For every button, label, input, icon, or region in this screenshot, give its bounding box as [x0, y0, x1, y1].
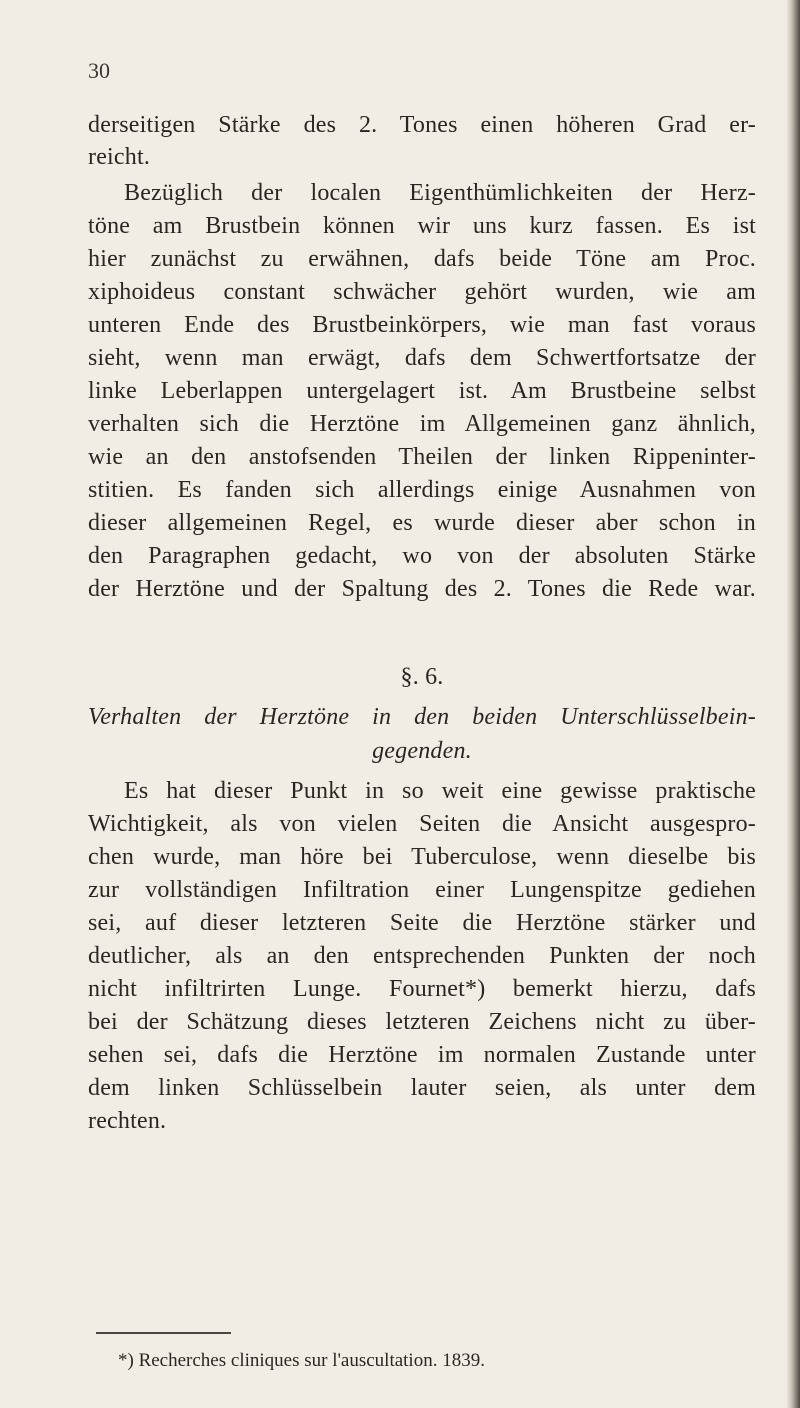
text-line: sieht, wenn man erwägt, dafs dem Schwertfortsatze der: [88, 345, 756, 371]
text-line: unteren Ende des Brustbeinkörpers, wie man fast voraus: [88, 312, 756, 338]
text-line: stitien. Es fanden sich allerdings einige Ausnahmen von: [88, 477, 756, 503]
page-number: 30: [88, 58, 110, 83]
page-binding-edge: [786, 0, 800, 1408]
text-line: deutlicher, als an den entsprechenden Punkten der noch: [88, 943, 756, 969]
section-title: gegenden.: [372, 738, 472, 764]
text-line: sehen sei, dafs die Herztöne im normalen Zustande unter: [88, 1042, 756, 1068]
text-line: dem linken Schlüsselbein lauter seien, als unter dem: [88, 1075, 756, 1101]
text-line: sei, auf dieser letzteren Seite die Herztöne stärker und: [88, 910, 756, 936]
footnote: *) Recherches cliniques sur l'auscultation. 1839.: [118, 1350, 485, 1371]
text-line: nicht infiltrirten Lunge. Fournet*) bemerkt hierzu, dafs: [88, 976, 756, 1002]
text-line: Bezüglich der localen Eigenthümlichkeiten der Herz-: [124, 180, 756, 206]
footnote-rule: [96, 1332, 231, 1334]
text-line: derseitigen Stärke des 2. Tones einen höheren Grad er-: [88, 112, 756, 138]
text-line: hier zunächst zu erwähnen, dafs beide Töne am Proc.: [88, 246, 756, 272]
text-line: Wichtigkeit, als von vielen Seiten die Ansicht ausgespro-: [88, 811, 756, 837]
text-line: reicht.: [88, 144, 151, 170]
text-line: zur vollständigen Infiltration einer Lungenspitze gediehen: [88, 877, 756, 903]
section-title: Verhalten der Herztöne in den beiden Unterschlüsselbein-: [88, 704, 756, 730]
text-line: töne am Brustbein können wir uns kurz fassen. Es ist: [88, 213, 756, 239]
text-line: dieser allgemeinen Regel, es wurde dieser aber schon in: [88, 510, 756, 536]
text-line: Es hat dieser Punkt in so weit eine gewisse praktische: [124, 778, 756, 804]
text-line: der Herztöne und der Spaltung des 2. Tones die Rede war.: [88, 576, 756, 602]
text-line: rechten.: [88, 1108, 167, 1134]
section-number: §. 6.: [400, 664, 444, 690]
text-line: den Paragraphen gedacht, wo von der absoluten Stärke: [88, 543, 756, 569]
text-line: bei der Schätzung dieses letzteren Zeichens nicht zu über-: [88, 1009, 756, 1035]
text-line: linke Leberlappen untergelagert ist. Am Brustbeine selbst: [88, 378, 756, 404]
text-line: verhalten sich die Herztöne im Allgemeinen ganz ähnlich,: [88, 411, 756, 437]
text-line: chen wurde, man höre bei Tuberculose, wenn dieselbe bis: [88, 844, 756, 870]
text-line: xiphoideus constant schwächer gehört wurden, wie am: [88, 279, 756, 305]
text-line: wie an den anstofsenden Theilen der linken Rippeninter-: [88, 444, 756, 470]
